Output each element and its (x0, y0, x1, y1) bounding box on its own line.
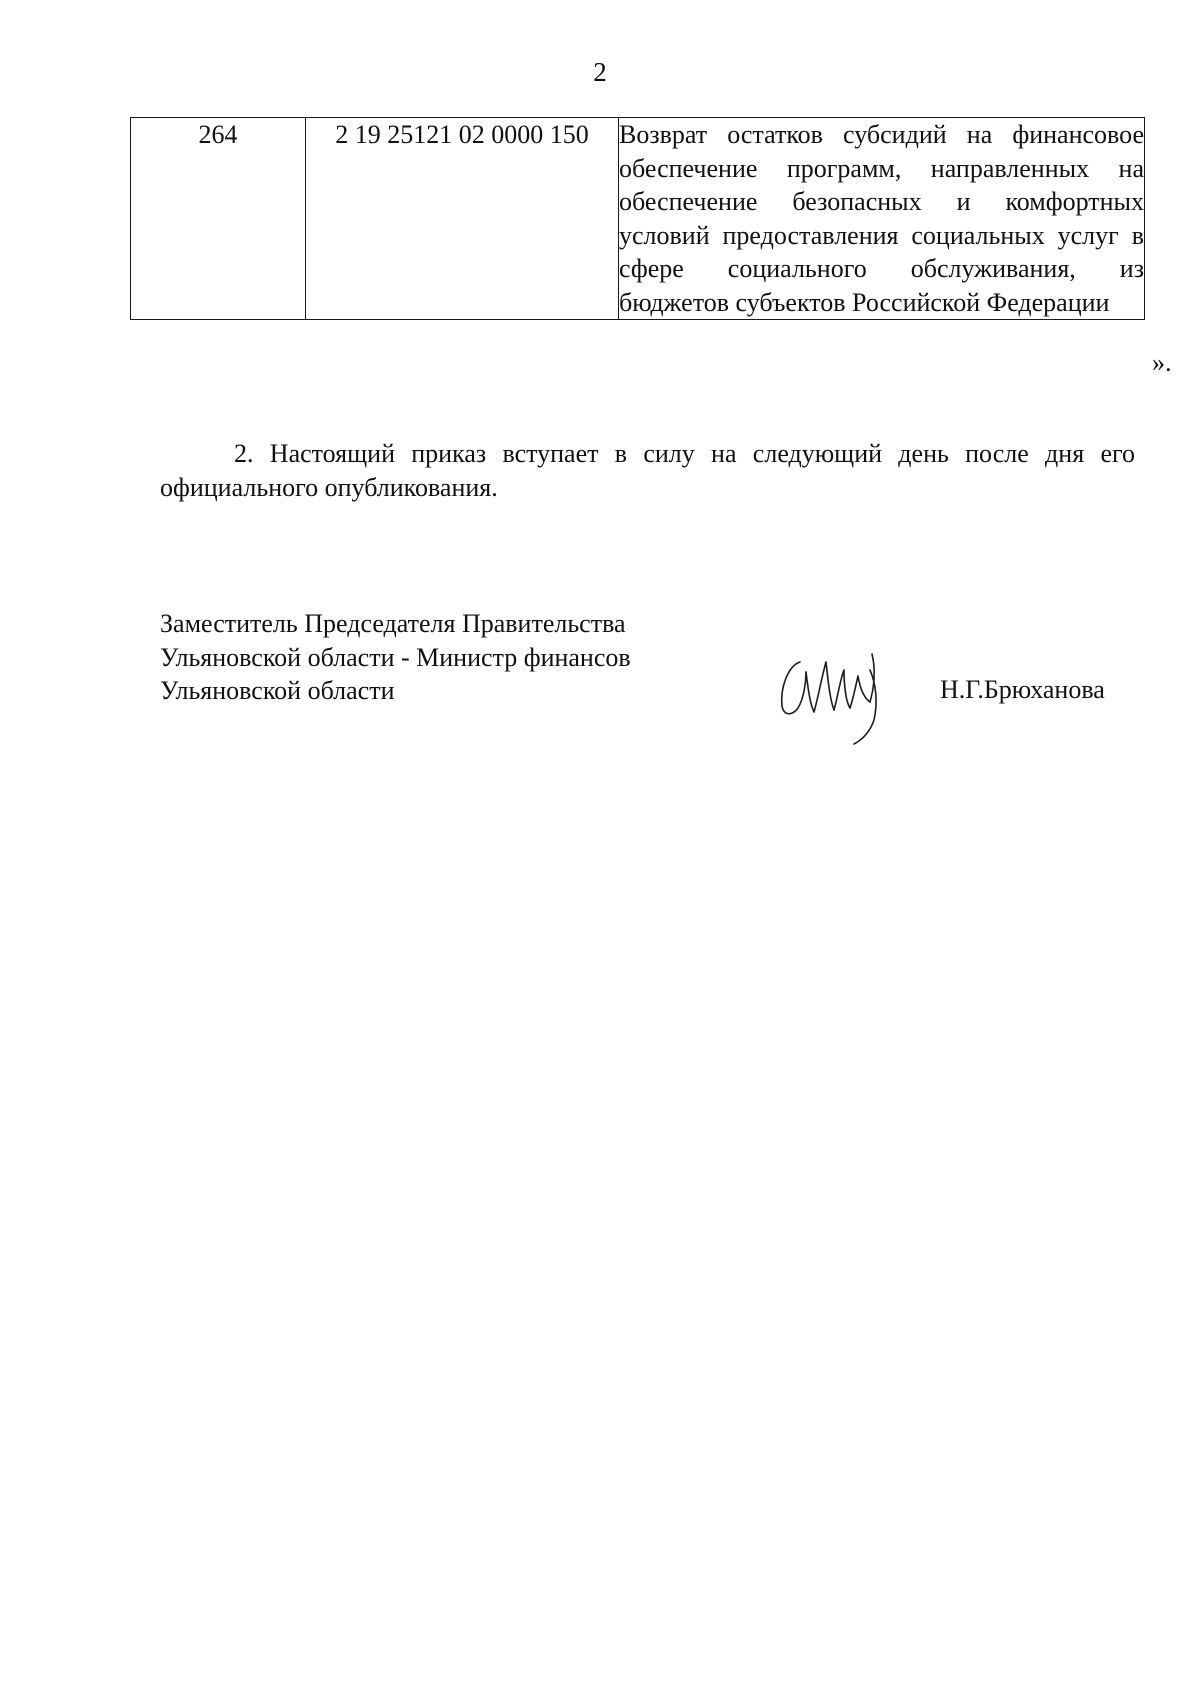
budget-code-cell: 2 19 25121 02 0000 150 (306, 118, 619, 320)
closing-quote: ». (1152, 348, 1172, 377)
signatory-title-line: Ульяновской области - Министр финансов (160, 642, 631, 672)
signatory-title (160, 607, 631, 708)
row-number-cell: 264 (131, 118, 306, 320)
budget-code-table (130, 117, 1145, 320)
description-cell: Возврат остатков субсидий на финансовое обеспечение программ, направленных на обеспечение безопасных и комфортных условий предоставления социальных услуг в сфере социального обслуживания, из бюджетов субъектов Российской Федерации (619, 118, 1145, 320)
signer-name: Н.Г.Брюханова (940, 675, 1105, 704)
signatory-title-line: Заместитель Председателя Правительства (160, 609, 626, 638)
effective-date-paragraph: 2. Настоящий приказ вступает в силу на следующий день после дня его официального опубликования. (160, 439, 1135, 502)
table-row (131, 118, 1145, 320)
signatory-title-line: Ульяновской области (160, 676, 395, 705)
handwritten-signature-icon (770, 640, 900, 750)
page-number: 2 (593, 57, 607, 87)
